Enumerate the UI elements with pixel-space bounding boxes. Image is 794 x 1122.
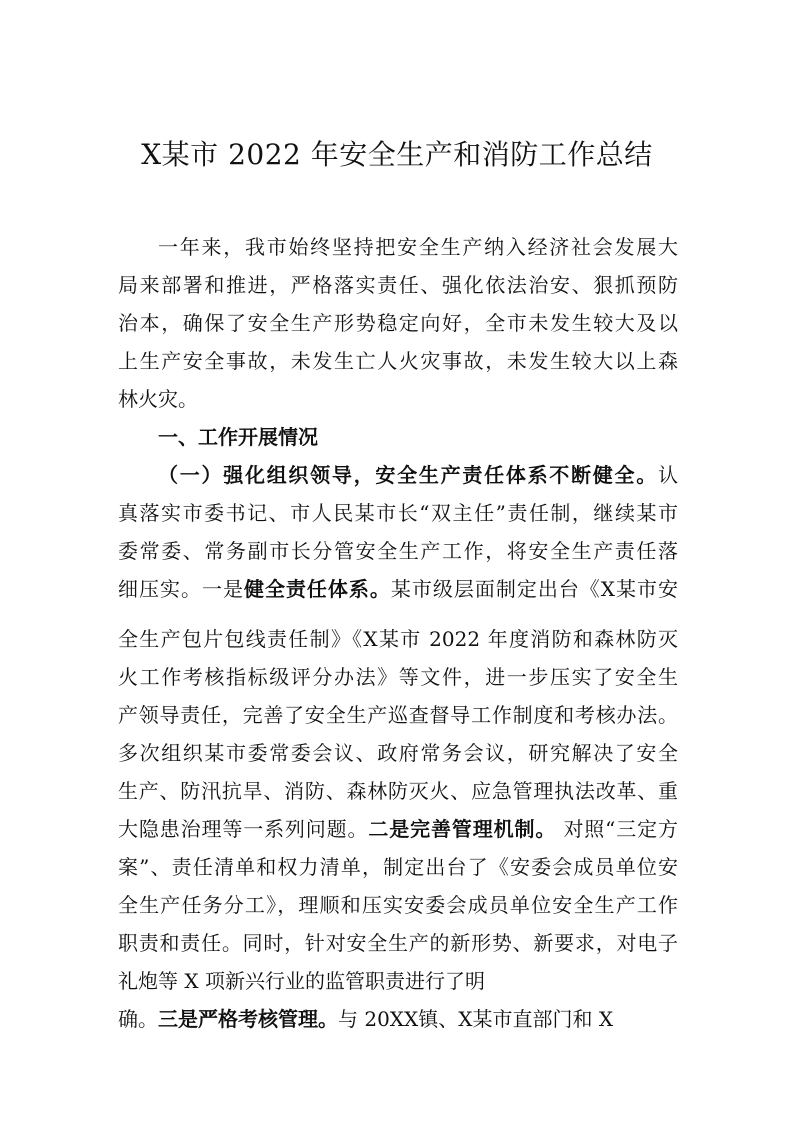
line-b-pre: 大隐患治理等一系列问题。 — [118, 817, 369, 841]
line-a-pre: 细压实。一是 — [118, 577, 244, 601]
line-c-post: 与 20XX镇、X某市直部门和 X — [338, 1007, 614, 1031]
document-title: X某市 2022 年安全生产和消防工作总结 — [141, 138, 653, 171]
body-line-2: 委常委、常务副市长分管安全生产工作，将安全生产责任落 — [118, 539, 678, 563]
subsection-tail: 认 — [658, 463, 678, 487]
body-line-11: 全生产任务分工》，理顺和压实安委会成员单位安全生产工作 — [118, 893, 678, 917]
line-b-post: 对照“三定方 — [556, 817, 679, 841]
line-a-bold: 健全责任体系。 — [243, 577, 391, 601]
body-line-6: 产领导责任，完善了安全生产巡查督导工作制度和考核办法。 — [118, 703, 678, 727]
body-line-7: 多次组织某市委常委会议、政府常务会议，研究解决了安全 — [118, 741, 678, 765]
intro-line-5: 林火灾。 — [118, 387, 198, 411]
body-line-4: 全生产包片包线责任制》《X某市 2022 年度消防和森林防灭 — [118, 627, 678, 651]
body-line-10: 案”、责任清单和权力清单，制定出台了《安委会成员单位安 — [118, 855, 678, 879]
subsection-line — [158, 460, 678, 490]
intro-line-2: 局来部署和推进，严格落实责任、强化依法治安、狠抓预防 — [118, 273, 678, 297]
line-c-pre: 确。 — [118, 1007, 158, 1031]
body-line-1: 真落实市委书记、市人民某市长“双主任”责任制，继续某市 — [118, 501, 678, 525]
intro-line-4: 上生产安全事故，未发生亡人火灾事故，未发生较大以上森 — [118, 349, 678, 373]
body-line-9 — [118, 814, 678, 844]
body-line-12: 职责和责任。同时，针对安全生产的新形势、新要求，对电子 — [118, 931, 678, 955]
section-heading: 一、工作开展情况 — [158, 425, 318, 449]
body-line-5: 火工作考核指标级评分办法》等文件，进一步压实了安全生 — [118, 665, 678, 689]
intro-line-1: 一年来，我市始终坚持把安全生产纳入经济社会发展大 — [158, 235, 678, 259]
line-a-post: 某市级层面制定出台《X某市安 — [390, 577, 679, 601]
body-line-14 — [118, 1004, 678, 1034]
body-line-8: 生产、防汛抗旱、消防、森林防灭火、应急管理执法改革、重 — [118, 779, 678, 803]
body-line-3 — [118, 574, 678, 604]
line-b-bold: 二是完善管理机制。 — [368, 817, 557, 841]
subsection-heading: （一）强化组织领导，安全生产责任体系不断健全。 — [158, 463, 658, 487]
intro-line-3: 治本，确保了安全生产形势稳定向好，全市未发生较大及以 — [118, 311, 678, 335]
line-c-bold: 三是严格考核管理。 — [158, 1007, 338, 1031]
body-line-13: 礼炮等 X 项新兴行业的监管职责进行了明 — [118, 969, 485, 993]
